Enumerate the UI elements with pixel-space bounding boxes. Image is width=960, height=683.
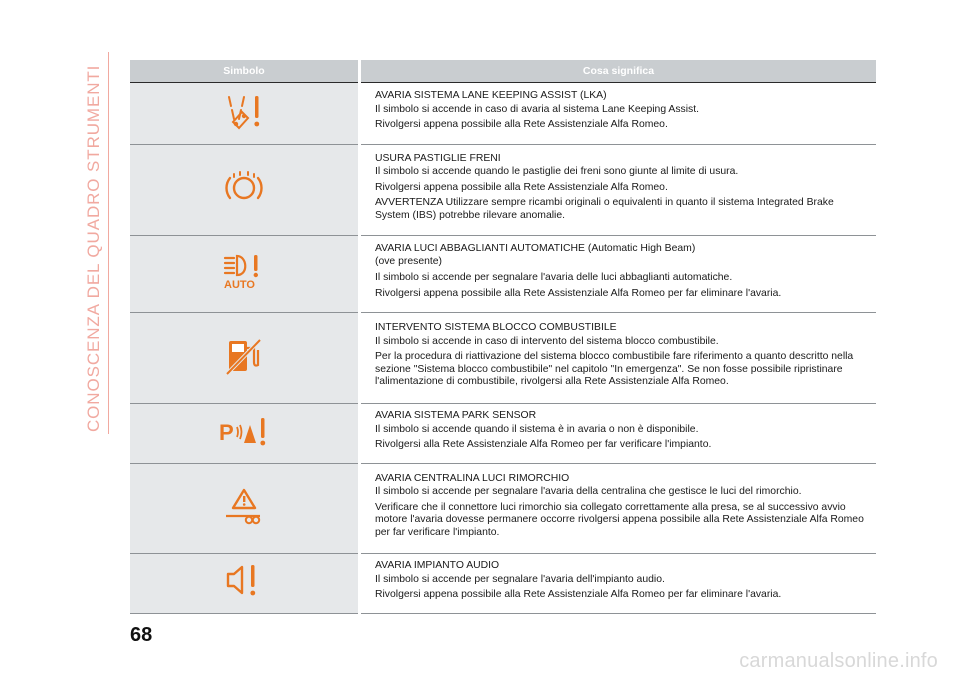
row-text: Per la procedura di riattivazione del sistema blocco combustibile fare riferimento a quanto descritto nella sezione "Sistema blocco combustibile" nel capitolo "In emergenza". Se non fosse possibile ripristinare l'alimentazione di combustibile, rivolgersi alla Rete Assistenziale Alfa Romeo.: [375, 351, 854, 388]
row-text: Rivolgersi appena possibile alla Rete Assistenziale Alfa Romeo per far eliminare l'avaria.: [375, 589, 782, 601]
row-text: AVVERTENZA Utilizzare sempre ricambi originali o equivalenti in quanto il sistema Integrated Brake System (IBS) potrebbe rilevare anomalie.: [375, 197, 834, 221]
table-row: [130, 313, 876, 404]
row-text: Il simbolo si accende per segnalare l'avaria dell'impianto audio.: [375, 573, 665, 585]
row-title: AVARIA SISTEMA PARK SENSOR: [375, 410, 537, 422]
description-cell: [360, 464, 877, 554]
header-symbol: Simbolo: [130, 60, 360, 83]
row-text: Rivolgersi alla Rete Assistenziale Alfa Romeo per far verificare l'impianto.: [375, 439, 712, 451]
fuel-cutoff-icon: [224, 361, 264, 380]
row-text: Rivolgersi appena possibile alla Rete Assistenziale Alfa Romeo.: [375, 181, 668, 193]
park-sensor-warning-icon: [218, 419, 270, 453]
row-title: USURA PASTIGLIE FRENI: [375, 152, 501, 164]
watermark: carmanualsonline.info: [739, 650, 938, 672]
table-row: [130, 145, 876, 236]
auto-high-beam-warning-icon: [223, 276, 265, 295]
row-text: Il simbolo si accende per segnalare l'avaria delle luci abbaglianti automatiche.: [375, 272, 733, 283]
table-row: [130, 404, 876, 464]
auto-label: AUTO: [224, 279, 255, 291]
section-title: CONOSCENZA DEL QUADRO STRUMENTI: [84, 64, 103, 432]
trailer-lights-warning-icon: [224, 511, 264, 530]
park-label: P: [219, 419, 234, 445]
row-text: (ove presente): [375, 256, 442, 268]
description-cell: [360, 145, 877, 236]
row-text: Il simbolo si accende quando le pastiglie dei freni sono giunte al limite di usura.: [375, 166, 739, 178]
description-cell: [360, 404, 877, 464]
row-text: Verificare che il connettore luci rimorchio sia collegato correttamente alla presa, se al successivo avvio motore l'avaria dovesse permanere occorre rivolgersi appena possibile alla Rete Assistenziale Alfa Romeo per far verificare l'impianto.: [375, 501, 864, 538]
audio-system-warning-icon: [224, 585, 264, 604]
symbol-cell: [130, 404, 360, 464]
description-cell: [360, 554, 877, 614]
section-divider: [108, 52, 109, 434]
page-number: 68: [130, 624, 153, 646]
row-text: Rivolgersi appena possibile alla Rete Assistenziale Alfa Romeo per far eliminare l'avaria.: [375, 287, 782, 299]
description-cell: [360, 236, 877, 313]
header-meaning: Cosa significa: [360, 60, 877, 83]
symbol-cell: [130, 83, 360, 145]
symbol-cell: [130, 145, 360, 236]
table-row: [130, 83, 876, 145]
table-row: [130, 236, 876, 313]
row-text: Il simbolo si accende in caso di avaria al sistema Lane Keeping Assist.: [375, 103, 700, 115]
row-title: AVARIA IMPIANTO AUDIO: [375, 560, 500, 571]
symbol-cell: [130, 236, 360, 313]
symbol-cell: [130, 464, 360, 554]
warning-lights-table: [130, 60, 876, 614]
row-text: Il simbolo si accende in caso di intervento del sistema blocco combustibile.: [375, 335, 719, 347]
row-title: AVARIA CENTRALINA LUCI RIMORCHIO: [375, 472, 570, 484]
table-row: [130, 464, 876, 554]
row-title: AVARIA LUCI ABBAGLIANTI AUTOMATICHE (Automatic High Beam): [375, 242, 696, 254]
table-row: [130, 554, 876, 614]
row-text: Rivolgersi appena possibile alla Rete Assistenziale Alfa Romeo.: [375, 119, 668, 131]
row-text: Il simbolo si accende quando il sistema è in avaria o non è disponibile.: [375, 423, 699, 435]
table-header-row: [130, 60, 876, 83]
symbol-cell: [130, 313, 360, 404]
description-cell: [360, 313, 877, 404]
brake-pad-wear-icon: [224, 190, 264, 209]
row-title: AVARIA SISTEMA LANE KEEPING ASSIST (LKA): [375, 90, 607, 102]
symbol-cell: [130, 554, 360, 614]
description-cell: [360, 83, 877, 145]
row-text: Il simbolo si accende per segnalare l'avaria della centralina che gestisce le luci del rimorchio.: [375, 486, 802, 498]
row-title: INTERVENTO SISTEMA BLOCCO COMBUSTIBILE: [375, 322, 617, 334]
lane-keeping-warning-icon: [224, 115, 264, 134]
